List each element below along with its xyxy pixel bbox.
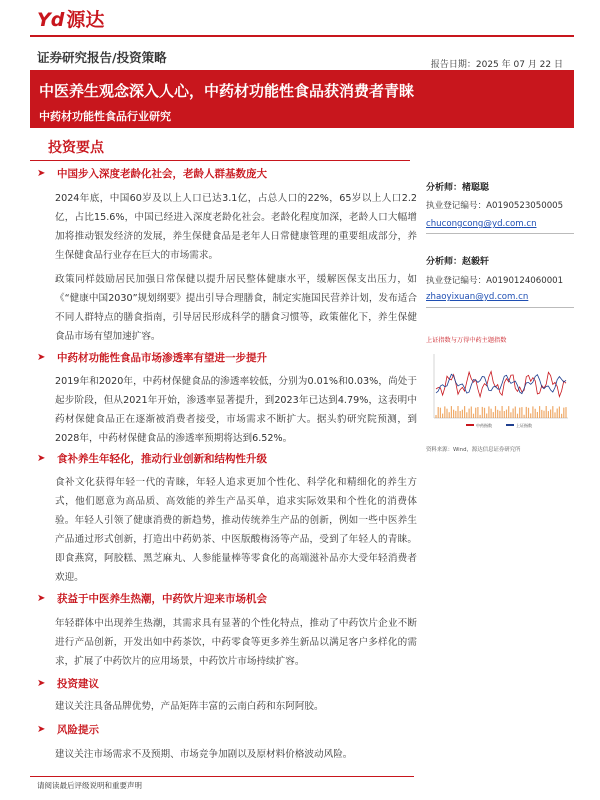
chart-bar	[565, 407, 566, 418]
section-heading-4	[37, 590, 417, 606]
chart-bar	[528, 408, 529, 418]
chart-bar	[561, 414, 562, 418]
side-chart	[426, 344, 576, 432]
side-chart-source: 资料来源：Wind，源达信息证券研究所	[426, 447, 521, 453]
chart-bar	[491, 409, 492, 418]
paragraph: 政策同样鼓励居民加强日常保健以提升居民整体健康水平，缓解医保支出压力，如《“健康中国2030”规划纲要》提出引导合理膳食，制定实施国民营养计划，发布适合不同人群特点的膳食指南，引导居民形成科学的膳食习惯等，政策催化下，养生保健食品市场有望加速扩容。	[55, 274, 417, 342]
chart-bar	[519, 408, 520, 418]
chart-bar	[548, 411, 549, 418]
section-heading-text: 投资建议	[57, 677, 99, 690]
arrow-bullet-icon: ➤	[37, 167, 46, 179]
key-points-title: 投资要点	[48, 140, 104, 156]
section-heading-text: 风险提示	[57, 723, 99, 736]
chart-bar	[539, 406, 540, 418]
logo-mark: Yd	[37, 8, 65, 31]
section-heading-text: 获益于中医养生热潮，中药饮片迎来市场机会	[57, 592, 267, 605]
chart-bar	[526, 407, 527, 418]
chart-bar	[462, 410, 463, 418]
section-heading-text: 中药材功能性食品市场渗透率有望进一步提升	[57, 351, 267, 364]
chart-bar	[457, 406, 458, 418]
chart-bar	[464, 406, 465, 418]
chart-bar	[435, 415, 436, 418]
header-divider	[30, 35, 574, 37]
legend-swatch-b	[506, 424, 514, 426]
legend-label-b: 上证指数	[516, 423, 532, 428]
chart-bar	[469, 409, 470, 418]
chart-bar	[438, 407, 439, 418]
report-title: 中医养生观念深入人心，中药材功能性食品获消费者青睐	[39, 82, 415, 100]
chart-bar	[559, 407, 560, 419]
chart-bar	[506, 410, 507, 418]
chart-bar	[530, 413, 531, 418]
chart-bar	[486, 414, 487, 419]
chart-bar	[477, 407, 478, 418]
chart-bar	[552, 406, 553, 418]
report-date: 报告日期：2025 年 07 月 22 日	[430, 60, 563, 70]
footer-divider	[30, 776, 414, 777]
chart-bar	[541, 410, 542, 418]
chart-bar	[460, 411, 461, 418]
chart-bar	[475, 408, 476, 418]
arrow-bullet-icon: ➤	[37, 592, 46, 604]
chart-bar	[466, 412, 467, 418]
section-heading-1	[37, 165, 417, 181]
chart-bar	[532, 406, 533, 418]
chart-bar	[488, 406, 489, 418]
paragraph: 年轻群体中出现养生热潮，其需求具有显著的个性化特点，推动了中药饮片企业不断进行产品创新，开发出如中药茶饮，中药零食等更多养生新品以满足客户多样化的需求，扩展了中药饮片的应用场景，中药饮片市场持续扩容。	[55, 618, 417, 667]
legend-swatch-a	[466, 424, 474, 426]
section-heading-2	[37, 349, 417, 365]
chart-bar	[444, 406, 445, 418]
analyst-name: 分析师：赵毅轩	[426, 257, 490, 267]
brand-logo	[37, 8, 104, 32]
chart-bar	[563, 408, 564, 418]
chart-bar	[537, 412, 538, 418]
chart-bar	[455, 411, 456, 418]
arrow-bullet-icon: ➤	[37, 677, 46, 689]
chart-bar	[453, 410, 454, 418]
chart-bar	[442, 414, 443, 418]
paragraph: 建议关注市场需求不及预期、市场竞争加剧以及原材料价格波动风险。	[55, 749, 353, 760]
chart-bar	[513, 409, 514, 419]
analyst-divider	[426, 307, 574, 308]
section-heading-3	[37, 450, 417, 466]
section-heading-text: 中国步入深度老龄化社会，老龄人群基数庞大	[57, 167, 267, 180]
chart-bar	[517, 414, 518, 418]
analyst-name: 分析师：楮聪聪	[426, 183, 490, 193]
paragraph: 食补文化获得年轻一代的青睐，年轻人追求更加个性化、科学化和精细化的养生方式，他们愿意为高品质、高效能的养生产品买单，追求实际效果和个性化的消费体验。年轻人引领了健康消费的新趋势，推动传统养生产品的创新，例如一些中医养生产品通过形式创新，打造出中药奶茶、中医版酸梅汤等产品，受到了年轻人的青睐。即食燕窝，阿胶糕、黑芝麻丸、人参能量棒等零食化的高端滋补品亦大受年轻消费者欢迎。	[55, 477, 417, 583]
analyst-email-link[interactable]: zhaoyixuan@yd.com.cn	[426, 292, 529, 302]
legend-label-a: 中药指数	[476, 423, 492, 428]
report-type: 证券研究报告/投资策略	[37, 50, 167, 65]
chart-bar	[480, 415, 481, 418]
logo-text: 源达	[66, 8, 105, 31]
title-banner	[30, 70, 574, 128]
section-heading-6	[37, 721, 417, 737]
arrow-bullet-icon: ➤	[37, 351, 46, 363]
chart-bar	[446, 409, 447, 418]
chart-bar	[535, 409, 536, 418]
chart-bar	[504, 411, 505, 418]
arrow-bullet-icon: ➤	[37, 723, 46, 735]
analyst-license: 执业登记编号：A0190523050005	[426, 201, 564, 211]
chart-bar	[471, 407, 472, 419]
paragraph: 2024年底，中国60岁及以上人口已达3.1亿，占总人口的22%，65岁以上人口2.2亿，占比15.6%，中国已经进入深度老龄化社会。老龄化程度加深，老龄人口大幅增加将推动银发经济的发展，养生保健食品是老年人日常健康管理的重要组成部分，养生保健食品行业存在巨大的市场需求。	[55, 193, 417, 261]
chart-bar	[451, 406, 452, 418]
chart-bar	[497, 410, 498, 418]
section-heading-text: 食补养生年轻化，推动行业创新和结构性升级	[57, 452, 267, 465]
chart-bar	[449, 412, 450, 418]
chart-background	[426, 344, 576, 432]
chart-bar	[550, 410, 551, 419]
analyst-license: 执业登记编号：A0190124060001	[426, 276, 564, 286]
chart-bar	[482, 407, 483, 418]
report-subtitle: 中药材功能性食品行业研究	[39, 110, 171, 123]
chart-bar	[510, 412, 511, 418]
chart-bar	[502, 406, 503, 418]
analyst-divider	[426, 233, 574, 234]
arrow-bullet-icon: ➤	[37, 452, 46, 464]
paragraph: 建议关注具备品牌优势，产品矩阵丰富的云南白药和东阿阿胶。	[55, 701, 324, 712]
paragraph: 2019年和2020年，中药材保健食品的渗透率较低，分别为0.01%和0.03%，尚处于起步阶段，但从2021年开始，渗透率显著提升，到2023年已达到4.79%，这表明中药材保健食品正在逐渐被消费者接受，市场需求不断扩大。据头豹研究院预测，到2028年，中药材保健食品的渗透率预期将达到6.52%。	[55, 376, 417, 444]
chart-bar	[484, 408, 485, 418]
chart-bar	[543, 411, 544, 418]
chart-bar	[440, 408, 441, 418]
section-heading-5	[37, 675, 417, 691]
chart-bar	[524, 415, 525, 418]
chart-bar	[493, 412, 494, 418]
side-chart-title: 上证指数与万得中药主题指数	[426, 337, 507, 344]
chart-bar	[499, 411, 500, 418]
chart-bar	[473, 414, 474, 418]
footer-disclaimer: 请阅读最后评级说明和重要声明	[37, 781, 142, 790]
chart-bar	[495, 406, 496, 418]
chart-bar	[554, 412, 555, 418]
chart-bar	[515, 407, 516, 419]
chart-bar	[546, 406, 547, 418]
key-points-divider	[30, 160, 410, 161]
chart-bar	[508, 406, 509, 418]
analyst-email-link[interactable]: chucongcong@yd.com.cn	[426, 219, 537, 229]
chart-bar	[521, 407, 522, 418]
chart-bar	[557, 409, 558, 419]
